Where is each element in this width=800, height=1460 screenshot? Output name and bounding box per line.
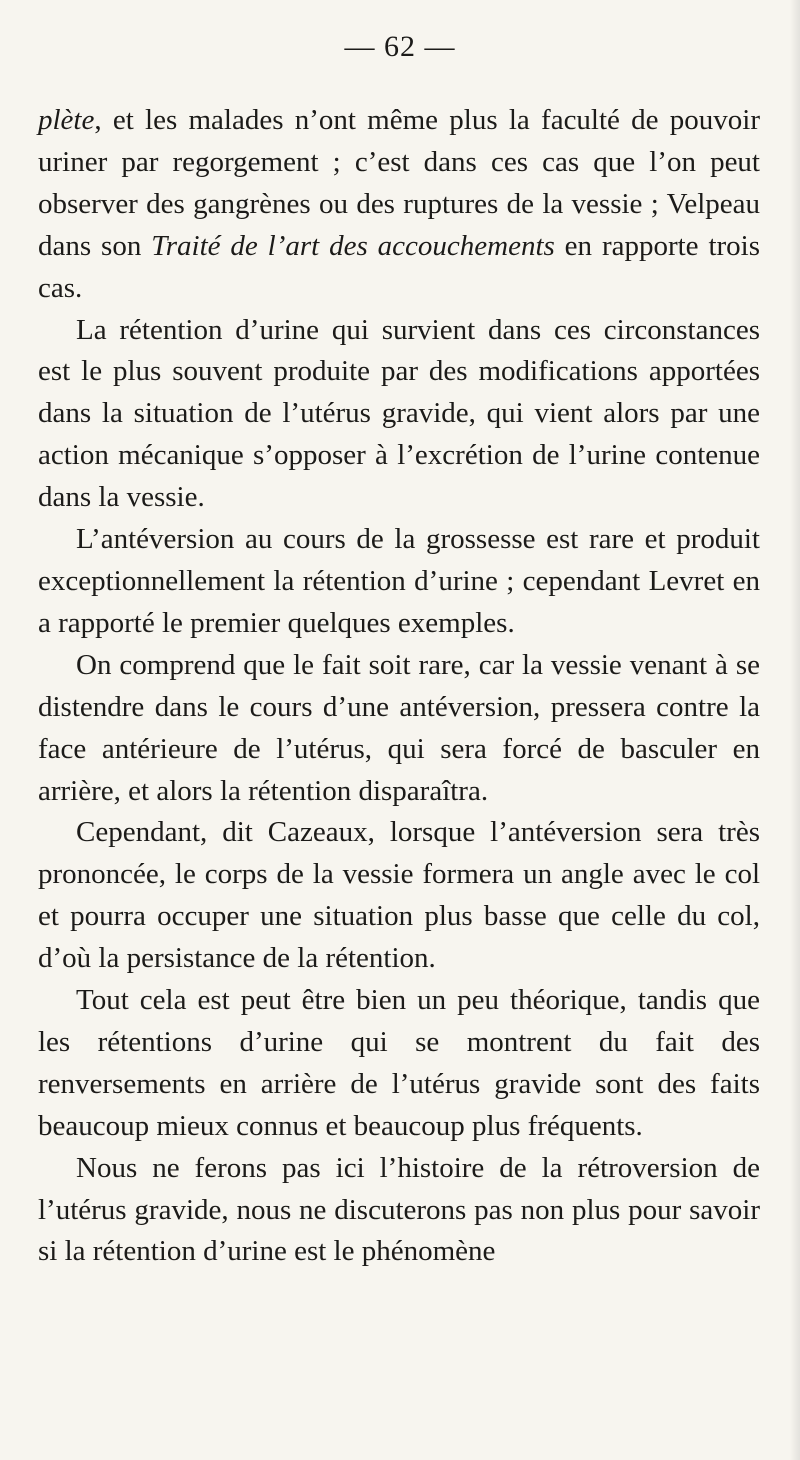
paragraph-5 <box>38 812 760 980</box>
paragraph-1 <box>38 100 760 310</box>
book-title: Traité de l’art des accouchements <box>151 229 555 262</box>
paragraph-text: Cependant, dit Cazeaux, lorsque l’antéversion sera très prononcée, le corps de la vessie formera un angle avec le col et pourra occuper une situation plus basse que celle du col, d’où la persistance de la rétention. <box>38 816 760 975</box>
paragraph-2 <box>38 310 760 520</box>
paragraph-6 <box>38 980 760 1148</box>
italic-word: plète <box>38 104 95 136</box>
body-text <box>38 100 760 1273</box>
page-number: — 62 — <box>344 30 456 63</box>
paragraph-text: L’antéversion au cours de la grossesse est rare et produit exceptionnellement la rétention d’urine ; cependant Levret en a rapporté le premier quelques exemples. <box>38 523 760 639</box>
paragraph-7 <box>38 1148 760 1274</box>
paragraph-text: Nous ne ferons pas ici l’histoire de la rétroversion de l’utérus gravide, nous ne discuterons pas non plus pour savoir si la rétention d’urine est le phénomène <box>38 1151 760 1268</box>
paragraph-text: Tout cela est peut être bien un peu théorique, tandis que les rétentions d’urine qui se montrent du fait des renversements en arrière de l’utérus gravide sont des faits beaucoup mieux connus et beaucoup plus fréquents. <box>38 984 760 1142</box>
paragraph-3 <box>38 519 760 645</box>
paragraph-text: On comprend que le fait soit rare, car la vessie venant à se distendre dans le cours d’une antéversion, pressera contre la face antérieure de l’utérus, qui sera forcé de basculer en arrière, et alors la rétention disparaîtra. <box>38 648 760 807</box>
paragraph-4 <box>38 645 760 813</box>
paragraph-text: en rapporte trois cas. <box>38 229 760 304</box>
paragraph-text: La rétention d’urine qui survient dans ces circonstances est le plus souvent produite par des modifications apportées dans la situation de l’utérus gravide, qui vient alors par une action mécanique s’opposer à l’excrétion de l’urine contenue dans la vessie. <box>38 313 760 514</box>
paragraph-text: , et les malades n’ont même plus la faculté de pouvoir uriner par regorgement ; c’est dans ces cas que l’on peut observer des gangrènes ou des ruptures de la vessie ; Velpeau dans son <box>38 104 760 262</box>
page-edge-shadow <box>790 0 800 1460</box>
